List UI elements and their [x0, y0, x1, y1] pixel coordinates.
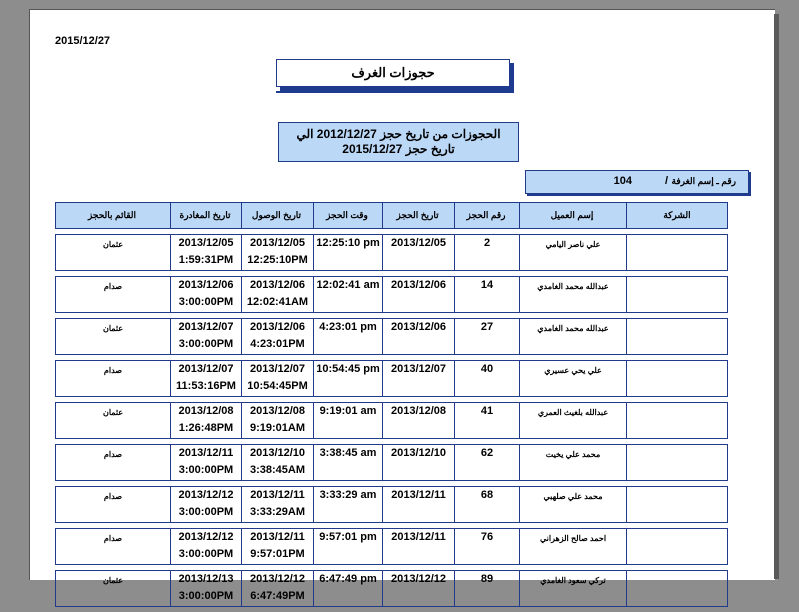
- cell-booked-by: [55, 486, 170, 523]
- room-box: [525, 170, 749, 194]
- cell-booked-by: [55, 402, 170, 439]
- header-client-name: إسم العميل: [519, 202, 626, 229]
- cell-booking-time: [313, 402, 382, 439]
- cell-arrival-text: 3:33:29AM: [249, 506, 306, 518]
- cell-booking-number-text: 76: [480, 531, 494, 543]
- cell-client-name-text: محمد علي يخيت: [545, 450, 601, 459]
- cell-departure: [170, 444, 241, 481]
- cell-booking-time: [313, 528, 382, 565]
- cell-client-name: [519, 276, 626, 313]
- table-row: [55, 402, 728, 439]
- cell-booking-date: [382, 570, 454, 607]
- cell-departure: [170, 360, 241, 397]
- cell-booked-by-text: عثمان: [102, 408, 124, 417]
- cell-booking-number-text: 89: [480, 573, 494, 585]
- cell-departure-text: 2013/12/12: [178, 531, 234, 543]
- cell-arrival-text: 2013/12/11: [250, 489, 305, 501]
- cell-company: [626, 360, 728, 397]
- cell-booking-time: [313, 444, 382, 481]
- cell-arrival-text: 2013/12/06: [249, 279, 306, 291]
- cell-departure: [170, 318, 241, 355]
- header-booked-by: القائم بالحجز: [55, 202, 170, 229]
- cell-client-name-text: احمد صالح الزهراني: [539, 534, 607, 543]
- cell-booking-number-text: 27: [480, 321, 494, 333]
- cell-arrival-text: 6:47:49PM: [250, 590, 305, 602]
- cell-company: [626, 402, 728, 439]
- cell-booking-number: [454, 318, 519, 355]
- room-separator: /: [664, 175, 668, 187]
- cell-booked-by-text: عثمان: [102, 240, 124, 249]
- cell-departure: [170, 528, 241, 565]
- cell-arrival: [241, 276, 313, 313]
- cell-departure: [170, 234, 241, 271]
- cell-client-name: [519, 444, 626, 481]
- cell-client-name-text: عبدالله محمد الغامدي: [537, 324, 609, 333]
- cell-booked-by: [55, 528, 170, 565]
- reservations-table: [55, 197, 728, 612]
- cell-booked-by: [55, 360, 170, 397]
- cell-client-name: [519, 570, 626, 607]
- table-row: [55, 276, 728, 313]
- cell-arrival-text: 2013/12/10: [249, 447, 306, 459]
- cell-arrival: [241, 444, 313, 481]
- cell-arrival: [241, 402, 313, 439]
- table-header-row: [55, 202, 728, 229]
- cell-booking-date-text: 2013/12/06: [390, 321, 447, 333]
- header-company: الشركة: [626, 202, 728, 229]
- cell-company: [626, 486, 728, 523]
- table-body: [55, 234, 728, 607]
- cell-departure-text: 2013/12/07: [178, 321, 234, 333]
- cell-booked-by-text: صدام: [103, 534, 123, 543]
- header-arrival-date: تاريخ الوصول: [241, 202, 313, 229]
- report-date: 2015/12/27: [55, 35, 111, 47]
- cell-arrival: [241, 486, 313, 523]
- cell-departure-text: 3:00:00PM: [178, 464, 234, 476]
- table-row: [55, 444, 728, 481]
- header-booking-time: وقت الحجز: [313, 202, 382, 229]
- cell-departure-text: 1:59:31PM: [178, 254, 234, 266]
- cell-arrival: [241, 360, 313, 397]
- cell-booking-number: [454, 444, 519, 481]
- cell-booking-time-text: 12:02:41 am: [316, 279, 380, 291]
- cell-arrival-text: 9:19:01AM: [249, 422, 306, 434]
- cell-arrival-text: 4:23:01PM: [250, 338, 305, 350]
- cell-departure: [170, 276, 241, 313]
- cell-client-name: [519, 234, 626, 271]
- cell-booking-date: [382, 486, 454, 523]
- cell-booking-date: [382, 276, 454, 313]
- cell-departure-text: 2013/12/13: [178, 573, 234, 585]
- cell-booked-by-text: صدام: [103, 450, 123, 459]
- cell-arrival: [241, 318, 313, 355]
- cell-arrival: [241, 528, 313, 565]
- date-range-line-1: الحجوزات من تاريخ حجز 2012/12/27 الي: [296, 127, 501, 141]
- cell-booking-time: [313, 486, 382, 523]
- cell-arrival-text: 9:57:01PM: [250, 548, 305, 560]
- cell-arrival-text: 2013/12/07: [249, 363, 306, 375]
- cell-booking-number-text: 40: [480, 363, 494, 375]
- cell-booking-date-text: 2013/12/07: [390, 363, 447, 375]
- cell-departure-text: 3:00:00PM: [178, 338, 234, 350]
- cell-departure: [170, 402, 241, 439]
- cell-booking-date: [382, 234, 454, 271]
- cell-arrival-text: 12:02:41AM: [246, 296, 309, 308]
- cell-booking-time-text: 10:54:45 pm: [316, 363, 380, 375]
- cell-departure-text: 3:00:00PM: [178, 590, 234, 602]
- cell-booking-date: [382, 444, 454, 481]
- cell-departure-text: 2013/12/11: [178, 447, 234, 459]
- cell-booking-time-text: 6:47:49 pm: [319, 573, 377, 585]
- cell-booking-number-text: 62: [480, 447, 494, 459]
- cell-arrival-text: 2013/12/06: [249, 321, 306, 333]
- cell-booking-time-text: 9:57:01 pm: [319, 531, 377, 543]
- cell-arrival-text: 10:54:45PM: [247, 380, 308, 392]
- cell-booked-by-text: صدام: [103, 282, 123, 291]
- cell-departure: [170, 570, 241, 607]
- cell-departure-text: 2013/12/12: [178, 489, 234, 501]
- table-row: [55, 234, 728, 271]
- cell-client-name-text: عبدالله محمد الغامدي: [537, 282, 609, 291]
- cell-booked-by: [55, 318, 170, 355]
- cell-booking-number: [454, 276, 519, 313]
- cell-booking-date: [382, 360, 454, 397]
- cell-booking-time-text: 12:25:10 pm: [316, 237, 380, 249]
- cell-arrival: [241, 570, 313, 607]
- cell-booking-number: [454, 402, 519, 439]
- cell-client-name-text: محمد علي صلهبي: [543, 492, 603, 501]
- cell-booking-time: [313, 360, 382, 397]
- cell-departure-text: 2013/12/07: [178, 363, 234, 375]
- table-row: [55, 486, 728, 523]
- cell-arrival-text: 2013/12/11: [250, 531, 305, 543]
- header-booking-number: رقم الحجز: [454, 202, 519, 229]
- cell-client-name-text: عبدالله بلغيث العمري: [537, 408, 609, 417]
- cell-departure-text: 11:53:16PM: [176, 380, 236, 392]
- table-row: [55, 570, 728, 607]
- header-booking-date: تاريخ الحجز: [382, 202, 454, 229]
- cell-booking-number-text: 41: [480, 405, 494, 417]
- cell-arrival: [241, 234, 313, 271]
- cell-client-name: [519, 360, 626, 397]
- cell-departure-text: 2013/12/05: [178, 237, 234, 249]
- room-label: رقم ـ إسم الغرفة: [671, 176, 736, 186]
- cell-booking-date-text: 2013/12/12: [390, 573, 447, 585]
- table-row: [55, 360, 728, 397]
- cell-company: [626, 276, 728, 313]
- cell-booking-number: [454, 234, 519, 271]
- cell-departure-text: 3:00:00PM: [178, 506, 234, 518]
- room-number: 104: [613, 175, 632, 187]
- cell-company: [626, 528, 728, 565]
- cell-arrival-text: 2013/12/05: [249, 237, 306, 249]
- cell-booking-date: [382, 402, 454, 439]
- cell-booking-number-text: 2: [483, 237, 491, 249]
- cell-booking-time: [313, 318, 382, 355]
- cell-company: [626, 570, 728, 607]
- cell-arrival-text: 2013/12/08: [249, 405, 306, 417]
- cell-booking-time: [313, 234, 382, 271]
- cell-departure-text: 3:00:00PM: [178, 548, 234, 560]
- cell-booked-by-text: عثمان: [102, 324, 124, 333]
- cell-booked-by-text: صدام: [103, 492, 123, 501]
- cell-booking-date: [382, 528, 454, 565]
- cell-booking-number: [454, 486, 519, 523]
- cell-booked-by: [55, 570, 170, 607]
- cell-booking-number-text: 14: [480, 279, 494, 291]
- cell-booking-time-text: 4:23:01 pm: [319, 321, 377, 333]
- cell-departure-text: 2013/12/06: [178, 279, 234, 291]
- cell-booking-time: [313, 276, 382, 313]
- report-title: حجوزات الغرف: [276, 59, 510, 87]
- cell-booking-number: [454, 528, 519, 565]
- cell-booking-time-text: 3:33:29 am: [319, 489, 377, 501]
- cell-booking-date-text: 2013/12/11: [391, 531, 446, 543]
- cell-departure-text: 2013/12/08: [178, 405, 234, 417]
- cell-company: [626, 234, 728, 271]
- cell-booking-date-text: 2013/12/10: [390, 447, 447, 459]
- cell-booked-by-text: صدام: [103, 366, 123, 375]
- cell-booking-time-text: 9:19:01 am: [319, 405, 377, 417]
- cell-booked-by-text: عثمان: [102, 576, 124, 585]
- cell-departure-text: 1:26:48PM: [178, 422, 234, 434]
- cell-departure-text: 3:00:00PM: [178, 296, 234, 308]
- header-departure-date: تاريخ المغادرة: [170, 202, 241, 229]
- table-row: [55, 318, 728, 355]
- cell-departure: [170, 486, 241, 523]
- cell-booking-number: [454, 570, 519, 607]
- title-underline: [276, 91, 514, 93]
- cell-client-name-text: تركي سعود الغامدي: [540, 576, 606, 585]
- cell-booking-date: [382, 318, 454, 355]
- cell-arrival-text: 2013/12/12: [249, 573, 306, 585]
- cell-booking-date-text: 2013/12/08: [390, 405, 447, 417]
- page-shadow: [774, 14, 779, 579]
- cell-client-name-text: علي ناصر اليامي: [545, 240, 601, 249]
- cell-booking-date-text: 2013/12/11: [391, 489, 446, 501]
- cell-company: [626, 318, 728, 355]
- cell-booked-by: [55, 444, 170, 481]
- table-row: [55, 528, 728, 565]
- cell-arrival-text: 12:25:10PM: [247, 254, 308, 266]
- cell-booked-by: [55, 234, 170, 271]
- cell-client-name: [519, 528, 626, 565]
- report-page: [29, 9, 775, 602]
- cell-booking-date-text: 2013/12/05: [390, 237, 447, 249]
- cell-booking-date-text: 2013/12/06: [390, 279, 447, 291]
- cell-client-name: [519, 402, 626, 439]
- cell-booking-time-text: 3:38:45 am: [319, 447, 377, 459]
- date-range-line-2: تاريخ حجز 2015/12/27: [342, 142, 455, 156]
- cell-booking-time: [313, 570, 382, 607]
- cell-client-name: [519, 318, 626, 355]
- cell-client-name-text: علي يحي عسيري: [544, 366, 602, 375]
- cell-booking-number-text: 68: [480, 489, 494, 501]
- cell-booking-number: [454, 360, 519, 397]
- cell-booked-by: [55, 276, 170, 313]
- cell-company: [626, 444, 728, 481]
- cell-arrival-text: 3:38:45AM: [249, 464, 306, 476]
- date-range-box: [278, 122, 519, 162]
- cell-client-name: [519, 486, 626, 523]
